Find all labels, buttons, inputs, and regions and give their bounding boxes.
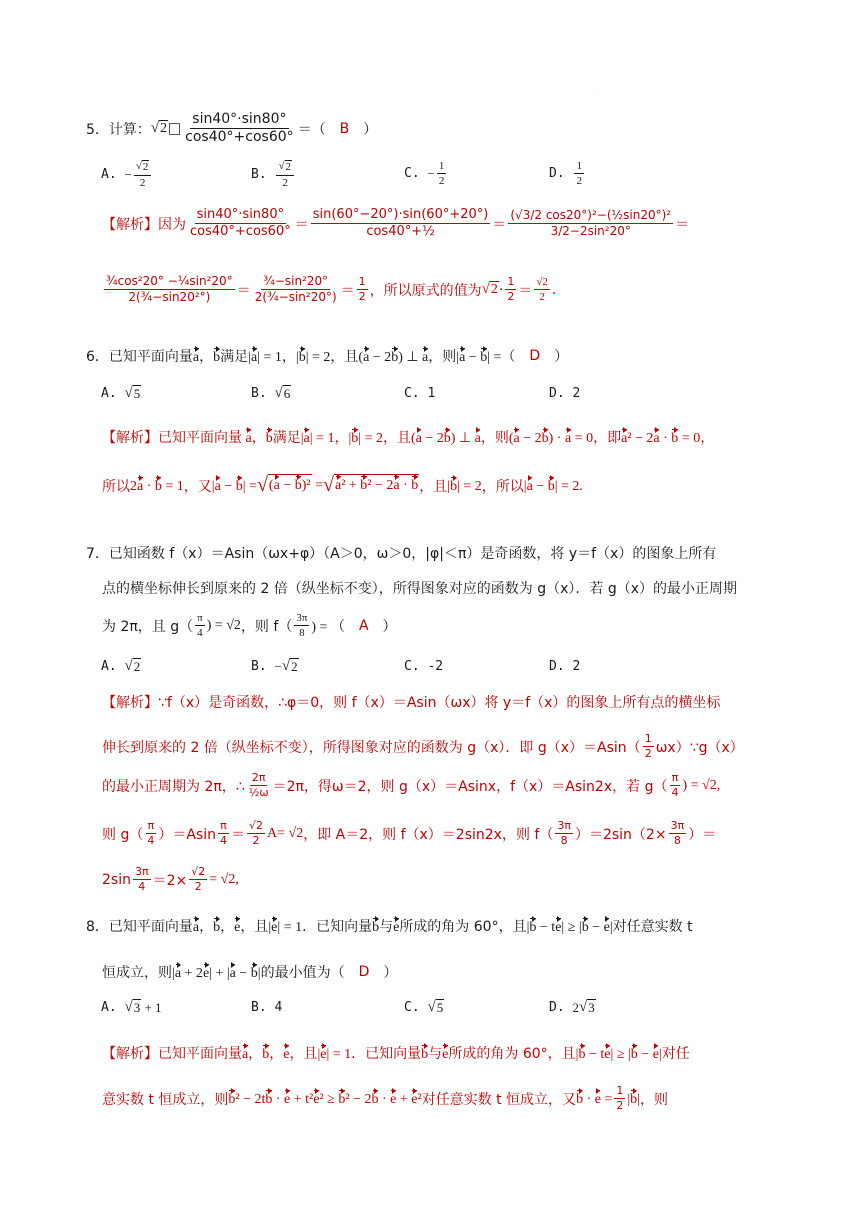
q8-answer: D [358,964,370,980]
q8-solution-line2: 意实数 t 恒成立，则 b² − 2tb · e + t²e² ≥ b² − 2b · e + e² 对任意实数 t 恒成立，又 b · e = $\frac{1}{2}$ |b| ，则 [102,1084,668,1113]
q5-option-c: C. − $\frac{1}{2}$ [404,160,445,188]
q5-option-a: A. − √ 2 2 [101,160,153,189]
q7-option-a: A. √ 2 [101,658,141,674]
q7-solution-line1: 【解析】 ∵f（x）是奇函数，∴φ＝0，则 f（x）＝Asin（ωx）将 y＝f（x）的图象上所有点的横坐标 [102,695,721,711]
q8-option-d: D. 2 √ 3 [549,999,595,1015]
q8-label: 8．已知平面向量 [86,919,193,935]
q5-fraction: sin40°·sin80° cos40°+cos60° [185,111,294,146]
q7-solution-line2: 伸长到原来的 2 倍（纵坐标不变），所得图象对应的函数为 g（x）．即 g（x）＝Asin（ 1 2 ωx）∵g（x） [102,732,744,761]
q8-option-c: C. √ 5 [404,999,444,1015]
page-mark: · [594,92,596,99]
q7-solution-line3: 的最小正周期为 2π，∴ 2π ½ω ＝2π，得ω＝2，则 g（x）＝Asinx，f（x）＝Asin2x，若 g（ π 4 ) = √2, [102,771,721,800]
q6-solution-line1: 【解析】 已知平面向量 a，b 满足 |a| = 1，|b| = 2，且(a − 2b) ⊥ a，则(a − 2b) · a = 0，即a² − 2a · b = 0， [102,430,715,446]
q6-answer: D [529,348,541,364]
q7-solution-line4: 则 g（ π 4 ）＝Asin π 4 ＝ √2 2 A= √2 ，即 A＝2，则 f（x）＝2sin2x，则 f（ 3π 8 ）＝2sin（2× $\frac{3\pi}{8}$ ）＝ [102,819,717,848]
q7-stem-line2: 点的横坐标伸长到原来的 2 倍（纵坐标不变），所得图象对应的函数为 g（x）．若 g（x）的最小正周期 [102,581,738,597]
q7-option-b: B. − √ 2 [251,658,298,674]
q8-stem-line1: 8．已知平面向量 a，b，e ，且 |e| = 1 ．已知向量 b 与 e 所成的角为 60°，且 |b − te| ≥ |b − e| 对任意实数 t [86,916,693,936]
q7-stem-line1: 7．已知函数 f（x）＝Asin（ωx+φ）（A＞0，ω＞0，|φ|＜π）是奇函数，将 y＝f（x）的图象上所有 [86,546,717,562]
q5-solution-line2: ¾cos²20° −¼sin²20° 2(¾−sin20²°) ＝ ¾−sin²20° 2(¾−sin²20°) ＝ 1 2 ，所以原式的值为 √ 2 · 1 2 ＝ √2 2 . [106,274,557,305]
q6-option-d: D. 2 [549,386,581,401]
q7-stem-line3: 为 2π，且 g（ π 4 ) = √2 ，则 f（ 3π 8 ) = （ A ） [102,612,397,640]
q6-option-c: C. 1 [404,386,436,401]
q8-stem-line2: 恒成立，则 |a + 2e| + |a − b| 的最小值为（ D ） [102,964,398,981]
q8-option-a: A. √ 3 + 1 [101,999,162,1015]
q7-answer: A [358,617,369,634]
q6-stem: 6．已知平面向量 a ， b 满足 |a| = 1，|b| = 2，且(a − 2b) ⊥ a，则|a − b| =（ D ） [86,348,569,365]
q6-solution-line2: 所以 2a · b = 1 ，又 |a − b| = √ (a − b)² = √ a² + b² − 2a · b ，且 |b| = 2 ，所以 |a − b| = 2. [102,474,583,496]
q6-label: 6．已知平面向量 [86,349,193,365]
q5-option-d: D. 1 2 [549,160,582,188]
q5-stem: 5．计算： √ 2 sin40°·sin80° cos40°+cos60° ＝（ B ） [86,111,378,146]
q7-option-c: C. -2 [404,659,444,674]
q7-solution-line5: 2sin 3π 4 ＝2× $\frac{√2}{2}$ = √2, [102,865,239,894]
q5-answer: B [339,120,350,137]
q7-option-d: D. 2 [549,659,581,674]
q5-solution-line1: 【解析】 因为 sin40°·sin80° cos40°+cos60° ＝ sin(60°−20°)·sin(60°+20°) cos40°+½ ＝ (√3/2 cos20°)²−(½sin20°)² 3/2−2sin²20° ＝ [102,207,690,240]
solution-tag: 【解析】 [102,216,158,233]
q5-option-b: B. √ 2 2 [251,160,296,189]
q8-solution-line1: 【解析】 已知平面向量 a，b，e ，且 |e| = 1 ．已知向量 b 与 e 所成的角为 60°，且 |b − te| ≥ |b − e| 对任 [102,1043,690,1063]
q8-option-b: B. 4 [251,1000,283,1015]
q6-option-a: A. √ 5 [101,385,141,401]
q5-label: 5．计算： [86,121,151,138]
q6-option-b: B. √ 6 [251,385,291,401]
